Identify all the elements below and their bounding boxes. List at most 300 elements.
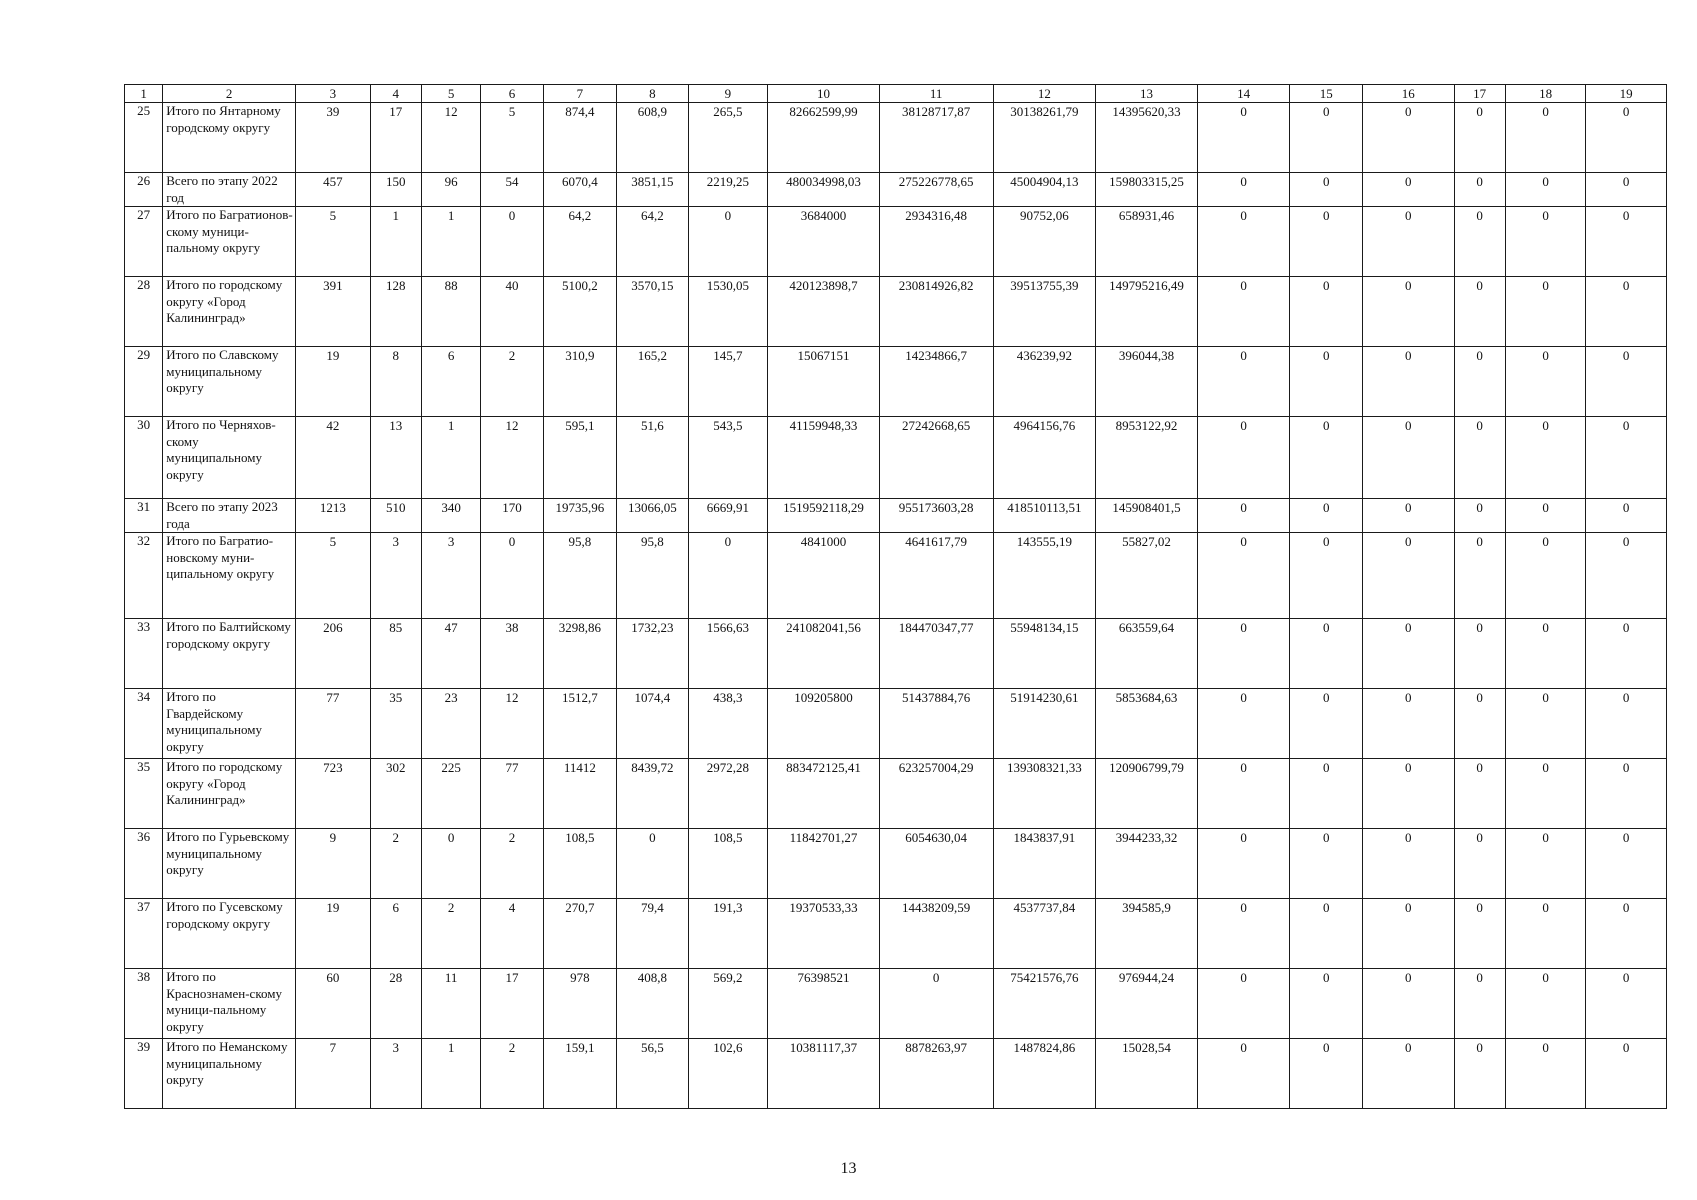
row-number-cell: 35 [125,759,163,829]
value-cell: 408,8 [617,969,688,1039]
value-cell: 6 [421,347,480,417]
value-cell: 0 [1586,1039,1667,1109]
value-cell: 1519592118,29 [768,499,880,533]
value-cell: 35 [370,689,421,759]
value-cell: 0 [1290,347,1362,417]
row-number-cell: 26 [125,173,163,207]
value-cell: 1843837,91 [993,829,1096,899]
value-cell: 82662599,99 [768,103,880,173]
value-cell: 0 [1290,417,1362,499]
value-cell: 51914230,61 [993,689,1096,759]
value-cell: 0 [1505,619,1586,689]
value-cell: 2 [481,1039,543,1109]
row-name-cell: Итого по Багратионов-скому муници-пальному округу [163,207,296,277]
value-cell: 0 [1197,1039,1290,1109]
value-cell: 1530,05 [688,277,768,347]
value-cell: 225 [421,759,480,829]
value-cell: 0 [421,829,480,899]
value-cell: 8439,72 [617,759,688,829]
value-cell: 0 [1362,899,1454,969]
row-number-cell: 29 [125,347,163,417]
value-cell: 0 [1505,533,1586,619]
value-cell: 128 [370,277,421,347]
value-cell: 150 [370,173,421,207]
value-cell: 0 [1505,417,1586,499]
value-cell: 64,2 [617,207,688,277]
column-header: 10 [768,85,880,103]
value-cell: 4964156,76 [993,417,1096,499]
value-cell: 4 [481,899,543,969]
row-name-cell: Итого по Багратио-новскому муни-ципальному округу [163,533,296,619]
table-row [125,103,1667,173]
value-cell: 0 [1586,689,1667,759]
value-cell: 0 [1197,103,1290,173]
value-cell: 436239,92 [993,347,1096,417]
value-cell: 595,1 [543,417,616,499]
value-cell: 0 [1197,533,1290,619]
value-cell: 2 [370,829,421,899]
value-cell: 108,5 [543,829,616,899]
value-cell: 5100,2 [543,277,616,347]
column-header: 2 [163,85,296,103]
row-name-cell: Итого по Янтарному городскому округу [163,103,296,173]
value-cell: 139308321,33 [993,759,1096,829]
value-cell: 265,5 [688,103,768,173]
value-cell: 95,8 [543,533,616,619]
column-header: 14 [1197,85,1290,103]
column-header: 13 [1096,85,1198,103]
value-cell: 0 [1505,1039,1586,1109]
value-cell: 0 [1362,417,1454,499]
value-cell: 543,5 [688,417,768,499]
value-cell: 88 [421,277,480,347]
row-name-cell: Итого по Краснознамен-скому муници-пальному округу [163,969,296,1039]
value-cell: 1 [421,417,480,499]
value-cell: 0 [1362,533,1454,619]
value-cell: 0 [1197,759,1290,829]
value-cell: 0 [1197,499,1290,533]
value-cell: 145908401,5 [1096,499,1198,533]
value-cell: 47 [421,619,480,689]
value-cell: 19370533,33 [768,899,880,969]
value-cell: 1 [421,207,480,277]
value-cell: 90752,06 [993,207,1096,277]
row-name-cell: Итого по Балтийскому городскому округу [163,619,296,689]
row-number-cell: 32 [125,533,163,619]
value-cell: 275226778,65 [879,173,993,207]
value-cell: 6070,4 [543,173,616,207]
value-cell: 23 [421,689,480,759]
value-cell: 0 [1586,347,1667,417]
value-cell: 1 [421,1039,480,1109]
value-cell: 510 [370,499,421,533]
value-cell: 0 [1454,899,1505,969]
value-cell: 0 [1586,533,1667,619]
value-cell: 0 [1505,499,1586,533]
value-cell: 108,5 [688,829,768,899]
value-cell: 1074,4 [617,689,688,759]
value-cell: 11842701,27 [768,829,880,899]
value-cell: 39 [296,103,370,173]
value-cell: 608,9 [617,103,688,173]
value-cell: 45004904,13 [993,173,1096,207]
value-cell: 0 [1290,499,1362,533]
value-cell: 3 [421,533,480,619]
page-number: 13 [840,1160,857,1177]
value-cell: 191,3 [688,899,768,969]
row-name-cell: Всего по этапу 2023 года [163,499,296,533]
row-number-cell: 38 [125,969,163,1039]
value-cell: 623257004,29 [879,759,993,829]
value-cell: 2972,28 [688,759,768,829]
row-number-cell: 33 [125,619,163,689]
value-cell: 0 [1197,969,1290,1039]
value-cell: 1487824,86 [993,1039,1096,1109]
value-cell: 0 [1197,347,1290,417]
value-cell: 0 [1362,103,1454,173]
table-row [125,829,1667,899]
row-name-cell: Итого по Неманскому муниципальному округу [163,1039,296,1109]
value-cell: 0 [1454,829,1505,899]
table-row [125,619,1667,689]
value-cell: 51,6 [617,417,688,499]
value-cell: 340 [421,499,480,533]
column-number-row [125,85,1667,103]
value-cell: 569,2 [688,969,768,1039]
value-cell: 723 [296,759,370,829]
value-cell: 0 [688,533,768,619]
value-cell: 0 [1197,619,1290,689]
value-cell: 0 [1362,619,1454,689]
value-cell: 0 [1362,759,1454,829]
table-row [125,759,1667,829]
value-cell: 3570,15 [617,277,688,347]
table-row [125,969,1667,1039]
table-row [125,277,1667,347]
value-cell: 0 [1362,1039,1454,1109]
table-row [125,207,1667,277]
value-cell: 0 [1362,173,1454,207]
value-cell: 3684000 [768,207,880,277]
value-cell: 15028,54 [1096,1039,1198,1109]
column-header: 3 [296,85,370,103]
value-cell: 15067151 [768,347,880,417]
value-cell: 159,1 [543,1039,616,1109]
value-cell: 55948134,15 [993,619,1096,689]
row-number-cell: 36 [125,829,163,899]
value-cell: 0 [1454,689,1505,759]
value-cell: 0 [1586,759,1667,829]
value-cell: 480034998,03 [768,173,880,207]
value-cell: 0 [1454,173,1505,207]
value-cell: 9 [296,829,370,899]
value-cell: 6054630,04 [879,829,993,899]
value-cell: 2 [421,899,480,969]
column-header: 9 [688,85,768,103]
value-cell: 391 [296,277,370,347]
value-cell: 0 [1505,899,1586,969]
value-cell: 0 [1362,499,1454,533]
value-cell: 75421576,76 [993,969,1096,1039]
value-cell: 0 [1454,207,1505,277]
column-header: 16 [1362,85,1454,103]
value-cell: 1512,7 [543,689,616,759]
value-cell: 0 [1505,689,1586,759]
value-cell: 0 [1586,899,1667,969]
value-cell: 8953122,92 [1096,417,1198,499]
column-header: 1 [125,85,163,103]
table-row [125,347,1667,417]
value-cell: 658931,46 [1096,207,1198,277]
row-name-cell: Итого по Гурьевскому муниципальному округу [163,829,296,899]
value-cell: 0 [1586,277,1667,347]
value-cell: 19735,96 [543,499,616,533]
column-header: 17 [1454,85,1505,103]
value-cell: 19 [296,347,370,417]
value-cell: 2 [481,347,543,417]
value-cell: 96 [421,173,480,207]
value-cell: 8 [370,347,421,417]
value-cell: 0 [1505,759,1586,829]
value-cell: 0 [1362,689,1454,759]
value-cell: 955173603,28 [879,499,993,533]
row-number-cell: 25 [125,103,163,173]
value-cell: 77 [296,689,370,759]
value-cell: 0 [481,207,543,277]
value-cell: 38 [481,619,543,689]
value-cell: 0 [617,829,688,899]
value-cell: 0 [1290,969,1362,1039]
value-cell: 143555,19 [993,533,1096,619]
value-cell: 874,4 [543,103,616,173]
row-name-cell: Итого по Гусевскому городскому округу [163,899,296,969]
value-cell: 41159948,33 [768,417,880,499]
column-header: 5 [421,85,480,103]
value-cell: 8878263,97 [879,1039,993,1109]
value-cell: 0 [1454,969,1505,1039]
value-cell: 38128717,87 [879,103,993,173]
value-cell: 170 [481,499,543,533]
value-cell: 0 [1505,829,1586,899]
value-cell: 3944233,32 [1096,829,1198,899]
value-cell: 0 [1362,277,1454,347]
value-cell: 0 [1454,619,1505,689]
value-cell: 0 [1454,347,1505,417]
table-body [125,103,1667,1109]
value-cell: 39513755,39 [993,277,1096,347]
table-row [125,499,1667,533]
value-cell: 230814926,82 [879,277,993,347]
value-cell: 0 [1197,417,1290,499]
value-cell: 0 [1290,277,1362,347]
column-header: 6 [481,85,543,103]
value-cell: 76398521 [768,969,880,1039]
value-cell: 2934316,48 [879,207,993,277]
value-cell: 11412 [543,759,616,829]
value-cell: 3851,15 [617,173,688,207]
value-cell: 27242668,65 [879,417,993,499]
value-cell: 0 [1362,969,1454,1039]
value-cell: 270,7 [543,899,616,969]
table-row [125,533,1667,619]
row-name-cell: Итого по городскому округу «Город Калининград» [163,759,296,829]
row-number-cell: 28 [125,277,163,347]
value-cell: 17 [370,103,421,173]
value-cell: 2 [481,829,543,899]
value-cell: 438,3 [688,689,768,759]
column-header: 18 [1505,85,1586,103]
value-cell: 0 [1362,347,1454,417]
value-cell: 79,4 [617,899,688,969]
value-cell: 159803315,25 [1096,173,1198,207]
value-cell: 0 [1290,103,1362,173]
value-cell: 120906799,79 [1096,759,1198,829]
value-cell: 0 [1454,277,1505,347]
column-header: 7 [543,85,616,103]
value-cell: 184470347,77 [879,619,993,689]
value-cell: 12 [481,417,543,499]
value-cell: 0 [1197,173,1290,207]
value-cell: 77 [481,759,543,829]
value-cell: 0 [1197,899,1290,969]
column-header: 19 [1586,85,1667,103]
value-cell: 0 [1505,173,1586,207]
column-header: 11 [879,85,993,103]
value-cell: 0 [1290,759,1362,829]
value-cell: 42 [296,417,370,499]
value-cell: 13 [370,417,421,499]
value-cell: 14395620,33 [1096,103,1198,173]
value-cell: 0 [1454,499,1505,533]
value-cell: 0 [1290,533,1362,619]
value-cell: 0 [1362,829,1454,899]
table-row [125,173,1667,207]
value-cell: 0 [1586,499,1667,533]
column-header: 4 [370,85,421,103]
value-cell: 883472125,41 [768,759,880,829]
value-cell: 13066,05 [617,499,688,533]
value-cell: 0 [481,533,543,619]
value-cell: 0 [1505,969,1586,1039]
value-cell: 0 [1586,207,1667,277]
value-cell: 976944,24 [1096,969,1198,1039]
value-cell: 0 [1290,689,1362,759]
value-cell: 0 [1290,173,1362,207]
value-cell: 0 [1197,207,1290,277]
value-cell: 165,2 [617,347,688,417]
value-cell: 0 [1290,619,1362,689]
value-cell: 0 [688,207,768,277]
value-cell: 1 [370,207,421,277]
value-cell: 10381117,37 [768,1039,880,1109]
value-cell: 0 [1586,103,1667,173]
value-cell: 145,7 [688,347,768,417]
value-cell: 85 [370,619,421,689]
value-cell: 0 [1586,173,1667,207]
value-cell: 457 [296,173,370,207]
value-cell: 0 [1505,347,1586,417]
value-cell: 4641617,79 [879,533,993,619]
value-cell: 0 [1454,417,1505,499]
row-number-cell: 37 [125,899,163,969]
value-cell: 0 [1505,207,1586,277]
value-cell: 12 [481,689,543,759]
column-header: 12 [993,85,1096,103]
value-cell: 5 [296,533,370,619]
value-cell: 0 [1586,829,1667,899]
data-table [124,84,1667,1109]
value-cell: 30138261,79 [993,103,1096,173]
row-number-cell: 30 [125,417,163,499]
value-cell: 0 [1290,1039,1362,1109]
value-cell: 0 [1454,1039,1505,1109]
value-cell: 418510113,51 [993,499,1096,533]
value-cell: 241082041,56 [768,619,880,689]
row-name-cell: Итого по Славскому муниципальному округу [163,347,296,417]
value-cell: 1213 [296,499,370,533]
row-name-cell: Итого по Черняхов-скому муниципальному округу [163,417,296,499]
value-cell: 54 [481,173,543,207]
value-cell: 0 [1454,533,1505,619]
value-cell: 396044,38 [1096,347,1198,417]
row-name-cell: Всего по этапу 2022 год [163,173,296,207]
table-row [125,1039,1667,1109]
row-number-cell: 31 [125,499,163,533]
value-cell: 5853684,63 [1096,689,1198,759]
value-cell: 6669,91 [688,499,768,533]
value-cell: 0 [1586,969,1667,1039]
value-cell: 310,9 [543,347,616,417]
value-cell: 1566,63 [688,619,768,689]
value-cell: 0 [1197,277,1290,347]
value-cell: 2219,25 [688,173,768,207]
value-cell: 7 [296,1039,370,1109]
value-cell: 0 [1290,207,1362,277]
value-cell: 3298,86 [543,619,616,689]
value-cell: 14234866,7 [879,347,993,417]
row-number-cell: 39 [125,1039,163,1109]
column-header: 15 [1290,85,1362,103]
value-cell: 4537737,84 [993,899,1096,969]
value-cell: 51437884,76 [879,689,993,759]
table-row [125,417,1667,499]
table-row [125,689,1667,759]
value-cell: 6 [370,899,421,969]
value-cell: 0 [1454,759,1505,829]
value-cell: 0 [1362,207,1454,277]
value-cell: 0 [1290,829,1362,899]
value-cell: 3 [370,533,421,619]
value-cell: 0 [1197,689,1290,759]
value-cell: 0 [879,969,993,1039]
value-cell: 109205800 [768,689,880,759]
value-cell: 0 [1505,103,1586,173]
value-cell: 60 [296,969,370,1039]
row-number-cell: 34 [125,689,163,759]
value-cell: 40 [481,277,543,347]
value-cell: 28 [370,969,421,1039]
value-cell: 102,6 [688,1039,768,1109]
row-name-cell: Итого по городскому округу «Город Калининград» [163,277,296,347]
value-cell: 0 [1454,103,1505,173]
value-cell: 420123898,7 [768,277,880,347]
value-cell: 56,5 [617,1039,688,1109]
column-header: 8 [617,85,688,103]
value-cell: 4841000 [768,533,880,619]
value-cell: 0 [1290,899,1362,969]
value-cell: 978 [543,969,616,1039]
row-number-cell: 27 [125,207,163,277]
